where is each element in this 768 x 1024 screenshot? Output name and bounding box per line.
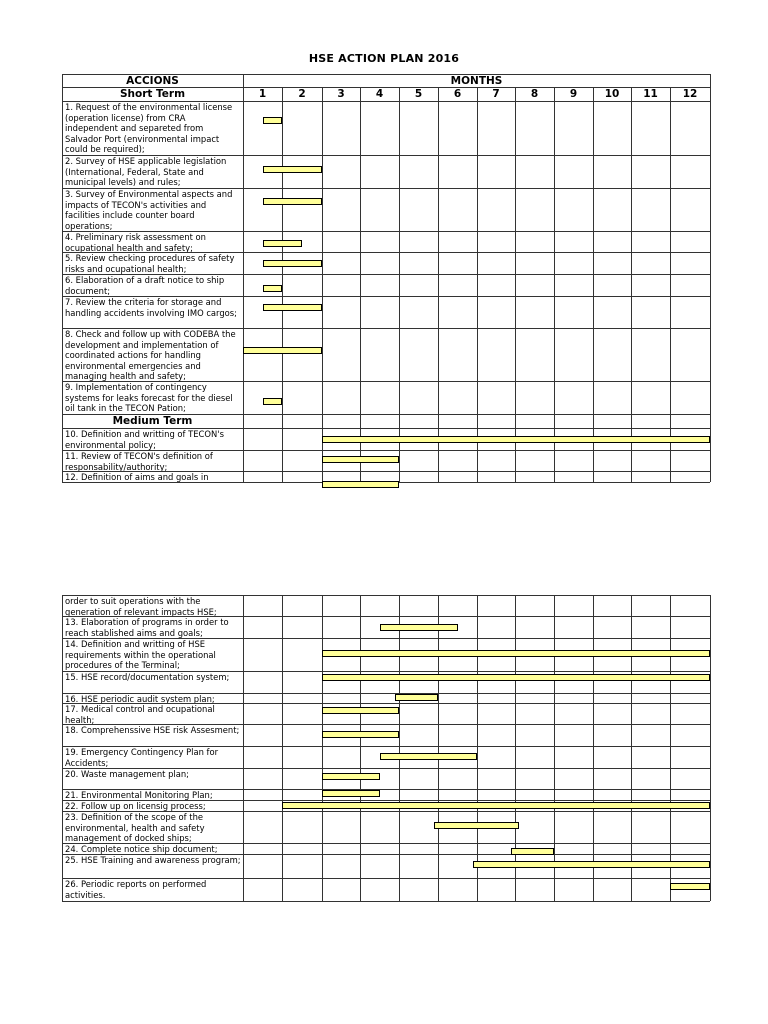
- task-text: 14. Definition and writting of HSE requirements within the operational procedures of the Terminal;: [65, 639, 216, 671]
- grid-line: [282, 595, 283, 901]
- task-text: 22. Follow up on licensig process;: [65, 801, 206, 811]
- gantt-bar: [282, 802, 710, 809]
- task-text: 20. Waste management plan;: [65, 769, 189, 779]
- task-text: 25. HSE Training and awareness program;: [65, 855, 241, 865]
- month-1-header: 1: [258, 88, 267, 100]
- month-12-header: 12: [682, 88, 698, 100]
- action-plan-table-page-1: [62, 74, 710, 482]
- month-4-header: 4: [375, 88, 384, 100]
- action-plan-table-page-2: [62, 595, 710, 901]
- grid-line: [710, 595, 711, 901]
- month-7-header: 7: [492, 88, 500, 100]
- grid-line: [515, 87, 516, 482]
- gantt-bar: [322, 707, 399, 714]
- gantt-bar: [322, 436, 710, 443]
- gantt-bar: [511, 848, 554, 855]
- month-9-header: 9: [569, 88, 578, 100]
- grid-line: [554, 595, 555, 901]
- task-text: 15. HSE record/documentation system;: [65, 672, 230, 682]
- gantt-bar: [670, 883, 710, 890]
- gantt-bar: [263, 398, 283, 405]
- grid-line: [670, 595, 671, 901]
- task-text: 21. Environmental Monitoring Plan;: [65, 790, 213, 800]
- task-text: 4. Preliminary risk assessment on ocupational health and safety;: [65, 232, 206, 252]
- task-text: 19. Emergency Contingency Plan for Accidents;: [65, 747, 219, 768]
- gantt-bar: [263, 198, 323, 205]
- grid-line: [62, 595, 63, 901]
- grid-line: [399, 595, 400, 901]
- gantt-bar: [263, 304, 323, 311]
- task-text: 24. Complete notice ship document;: [65, 844, 218, 854]
- task-text: 2. Survey of HSE applicable legislation (International, Federal, State and municipal levels) and rules;: [65, 156, 227, 188]
- task-text: 5. Review checking procedures of safety risks and ocupational health;: [65, 253, 235, 274]
- grid-line: [322, 595, 323, 901]
- months-header: MONTHS: [450, 75, 503, 87]
- grid-line: [243, 595, 244, 901]
- grid-line: [399, 87, 400, 482]
- task-text: 17. Medical control and ocupational health;: [65, 704, 215, 724]
- grid-line: [710, 74, 711, 482]
- month-8-header: 8: [530, 88, 539, 100]
- task-text: 16. HSE periodic audit system plan;: [65, 694, 215, 703]
- month-3-header: 3: [337, 88, 345, 100]
- task-text: order to suit operations with the generation of relevant impacts HSE;: [65, 596, 217, 616]
- gantt-bar: [263, 260, 323, 267]
- gantt-bar: [243, 347, 322, 354]
- month-11-header: 11: [643, 88, 658, 100]
- grid-line: [62, 901, 710, 902]
- task-text: 12. Definition of aims and goals in: [65, 472, 209, 482]
- grid-line: [631, 87, 632, 482]
- task-text: 11. Review of TECON's definition of responsability/authority;: [65, 451, 213, 471]
- task-text: 9. Implementation of contingency systems for leaks forecast for the diesel oil tank in the TECON Pation;: [65, 382, 233, 414]
- gantt-bar: [322, 773, 380, 780]
- grid-line: [282, 87, 283, 482]
- gantt-bar: [322, 481, 399, 488]
- month-10-header: 10: [604, 88, 620, 100]
- grid-line: [554, 87, 555, 482]
- grid-line: [360, 87, 361, 482]
- grid-line: [593, 87, 594, 482]
- gantt-bar: [322, 650, 710, 657]
- gantt-bar: [434, 822, 519, 829]
- gantt-bar: [473, 861, 710, 868]
- month-2-header: 2: [298, 88, 306, 100]
- gantt-bar: [322, 674, 710, 681]
- task-text: 18. Comprehenssive HSE risk Assesment;: [65, 725, 240, 735]
- actions-header: ACCIONS: [126, 75, 179, 87]
- grid-line: [322, 87, 323, 482]
- grid-line: [515, 595, 516, 901]
- task-text: 10. Definition and writting of TECON's environmental policy;: [65, 429, 224, 450]
- grid-line: [243, 74, 244, 482]
- task-text: 8. Check and follow up with CODEBA the development and implementation of coordinated actions for handling environmental emergencies and managing health and safety;: [65, 329, 236, 381]
- gantt-bar: [263, 117, 283, 124]
- grid-line: [438, 595, 439, 901]
- gantt-bar: [322, 456, 399, 463]
- grid-line: [477, 595, 478, 901]
- month-5-header: 5: [414, 88, 423, 100]
- task-text: 26. Periodic reports on performed activities.: [65, 879, 207, 900]
- gantt-bar: [322, 790, 380, 797]
- grid-line: [477, 87, 478, 482]
- document-title: HSE ACTION PLAN 2016: [308, 52, 460, 65]
- gantt-bar: [263, 240, 303, 247]
- gantt-bar: [380, 753, 478, 760]
- gantt-bar: [263, 285, 283, 292]
- grid-line: [438, 87, 439, 482]
- task-text: 7. Review the criteria for storage and handling accidents involving IMO cargos;: [65, 297, 237, 318]
- short-term-label: Short Term: [119, 88, 186, 100]
- grid-line: [593, 595, 594, 901]
- task-text: 3. Survey of Environmental aspects and impacts of TECON's activities and facilities include counter board operations;: [65, 189, 233, 231]
- gantt-bar: [395, 694, 438, 701]
- medium-term-label: Medium Term: [112, 415, 193, 427]
- task-text: 6. Elaboration of a draft notice to ship document;: [65, 275, 225, 296]
- gantt-bar: [263, 166, 323, 173]
- task-text: 13. Elaboration of programs in order to reach stablished aims and goals;: [65, 617, 229, 638]
- grid-line: [670, 87, 671, 482]
- grid-line: [631, 595, 632, 901]
- grid-line: [360, 595, 361, 901]
- gantt-bar: [322, 731, 399, 738]
- gantt-bar: [380, 624, 458, 631]
- month-6-header: 6: [453, 88, 462, 100]
- task-text: 23. Definition of the scope of the environmental, health and safety management of docked ships;: [65, 812, 205, 843]
- task-text: 1. Request of the environmental license (operation license) from CRA independent and separeted from Salvador Port (environmental impact could be required);: [65, 102, 233, 155]
